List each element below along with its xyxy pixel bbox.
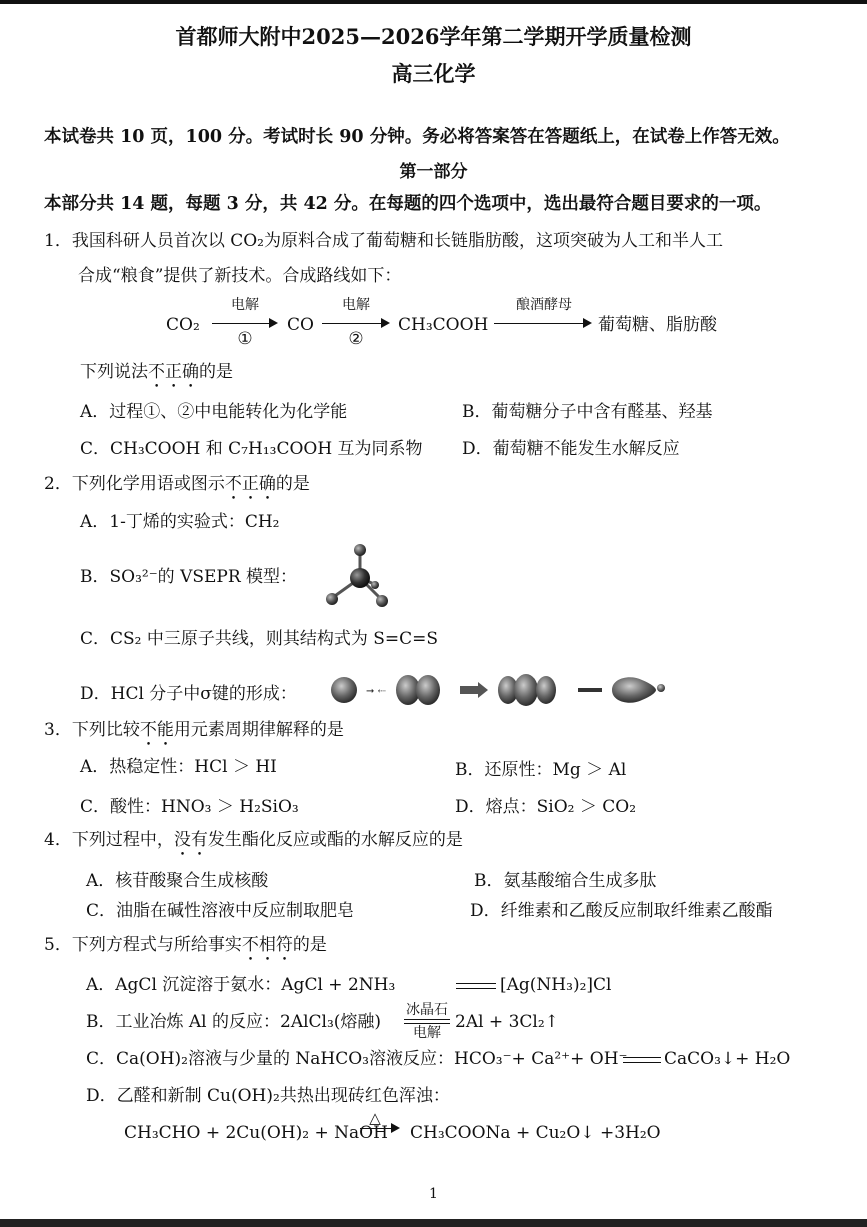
q5-option-a-left[interactable]: A．AgCl 沉淀溶于氨水：AgCl + 2NH₃ — [86, 975, 396, 995]
q3-option-a[interactable]: A．热稳定性：HCl ＞ HI — [80, 757, 277, 777]
q1-stem-line2: 合成“粮食”提供了新技术。合成路线如下： — [78, 266, 402, 286]
q4-stem-emphasis: 没有 — [173, 830, 208, 850]
q5-b-equals-bottom — [404, 1023, 450, 1024]
q5-d-equation-left: CH₃CHO + 2Cu(OH)₂ + NaOH — [124, 1123, 388, 1143]
route-species-co2: CO₂ — [166, 315, 200, 335]
vsepr-model-image — [318, 540, 398, 610]
q5-b-equals-top — [404, 1019, 450, 1020]
q1-question — [80, 361, 233, 392]
q5-b-condition-top: 冰晶石 — [406, 1002, 448, 1018]
q5-c-equals-bottom — [623, 1062, 661, 1063]
q3-option-c[interactable]: C．酸性：HNO₃ ＞ H₂SiO₃ — [80, 797, 299, 817]
q1-question-emphasis: 不正确 — [148, 362, 199, 382]
q3-stem-emphasis: 不能 — [139, 720, 174, 740]
sigma-bond-formation-image — [330, 672, 670, 712]
q5-stem-post: 的是 — [292, 935, 327, 955]
q3-option-b[interactable]: B．还原性：Mg ＞ Al — [455, 760, 627, 780]
q5-option-d[interactable]: D．乙醛和新制 Cu(OH)₂共热出现砖红色浑浊： — [86, 1086, 450, 1106]
exam-instructions: 本试卷共 10 页，100 分。考试时长 90 分钟。务必将答案答在答题纸上，在试卷上作答无效。 — [44, 127, 790, 147]
q5-a-equals-top — [456, 983, 496, 984]
q4-option-b[interactable]: B．氨基酸缩合生成多肽 — [474, 871, 657, 891]
q3-stem-post: 用元素周期律解释的是 — [173, 720, 344, 740]
part-description: 本部分共 14 题，每题 3 分，共 42 分。在每题的四个选项中，选出最符合题目要求的一项。 — [44, 194, 772, 214]
route-arrow3 — [494, 323, 590, 324]
route-products: 葡萄糖、脂肪酸 — [598, 315, 717, 335]
route-arrow3-label-top: 酿酒酵母 — [516, 297, 572, 313]
q5-option-c-left[interactable]: C．Ca(OH)₂溶液与少量的 NaHCO₃溶液反应：HCO₃⁻+ Ca²⁺+ OH⁻ — [86, 1049, 628, 1069]
q1-option-b[interactable]: B．葡萄糖分子中含有醛基、羟基 — [462, 402, 713, 422]
route-arrow1-label-top: 电解 — [231, 297, 259, 313]
q3-stem-pre: 3．下列比较 — [44, 720, 140, 740]
q1-stem-line1: 1．我国科研人员首次以 CO₂为原料合成了葡萄糖和长链脂肪酸，这项突破为人工和半人工 — [44, 231, 723, 251]
q4-option-a[interactable]: A．核苷酸聚合生成核酸 — [86, 871, 269, 891]
q4-option-d[interactable]: D．纤维素和乙酸反应制取纤维素乙酸酯 — [470, 901, 773, 921]
q5-a-equals-bottom — [456, 988, 496, 989]
route-arrow2-label-bottom: ② — [348, 329, 364, 349]
q5-option-b-left[interactable]: B．工业冶炼 Al 的反应：2AlCl₃(熔融) — [86, 1012, 382, 1032]
q4-option-c[interactable]: C．油脂在碱性溶液中反应制取肥皂 — [86, 901, 355, 921]
route-arrow2-label-top: 电解 — [342, 297, 370, 313]
exam-title: 首都师大附中2025—2026学年第二学期开学质量检测 — [175, 24, 692, 49]
q2-stem-post: 的是 — [275, 474, 310, 494]
q1-option-d[interactable]: D．葡萄糖不能发生水解反应 — [462, 439, 680, 459]
route-arrow1-label-bottom: ① — [237, 329, 253, 349]
q3-option-d[interactable]: D．熔点：SiO₂ ＞ CO₂ — [455, 797, 637, 817]
q5-d-heat-condition: △ — [369, 1109, 381, 1127]
q2-option-c[interactable]: C．CS₂ 中三原子共线，则其结构式为 S=C=S — [80, 629, 439, 649]
q2-stem — [44, 473, 310, 504]
q2-stem-emphasis: 不正确 — [224, 474, 276, 494]
q3-stem — [44, 719, 344, 750]
page-number: 1 — [429, 1186, 438, 1202]
q5-option-c-right: CaCO₃↓+ H₂O — [664, 1049, 791, 1069]
q1-option-c[interactable]: C．CH₃COOH 和 C₇H₁₃COOH 互为同系物 — [80, 439, 423, 459]
q1-question-pre: 下列说法 — [80, 362, 148, 382]
route-species-acetic-acid: CH₃COOH — [398, 315, 489, 335]
q4-stem-post: 发生酯化反应或酯的水解反应的是 — [207, 830, 463, 850]
q5-stem — [44, 934, 327, 965]
q1-question-post: 的是 — [199, 362, 233, 382]
subject-title: 高三化学 — [391, 61, 476, 86]
q2-option-b[interactable]: B．SO₃²⁻的 VSEPR 模型： — [80, 567, 298, 587]
top-border — [0, 0, 867, 4]
q2-stem-pre: 2．下列化学用语或图示 — [44, 474, 225, 494]
route-species-co: CO — [287, 315, 314, 335]
q4-stem-pre: 4．下列过程中， — [44, 830, 174, 850]
route-arrow1 — [212, 323, 276, 324]
q5-stem-emphasis: 不相符 — [241, 935, 293, 955]
q2-option-a[interactable]: A．1-丁烯的实验式：CH₂ — [80, 512, 280, 532]
route-arrow2 — [322, 323, 388, 324]
q4-stem — [44, 829, 463, 860]
q5-stem-pre: 5．下列方程式与所给事实 — [44, 935, 242, 955]
q5-option-b-right: 2Al + 3Cl₂↑ — [455, 1012, 559, 1032]
q5-c-equals-top — [623, 1057, 661, 1058]
part-title: 第一部分 — [399, 162, 468, 182]
q5-d-equation-right: CH₃COONa + Cu₂O↓ +3H₂O — [410, 1123, 661, 1143]
q2-option-d[interactable]: D．HCl 分子中σ键的形成： — [80, 684, 297, 704]
q1-option-a[interactable]: A．过程①、②中电能转化为化学能 — [80, 402, 348, 422]
q5-option-a-right: [Ag(NH₃)₂]Cl — [500, 975, 612, 995]
q5-b-condition-bottom: 电解 — [413, 1025, 441, 1041]
bottom-border — [0, 1219, 867, 1227]
q5-d-arrow — [360, 1128, 398, 1129]
svg-text:➞ ⇠: ➞ ⇠ — [366, 686, 386, 697]
